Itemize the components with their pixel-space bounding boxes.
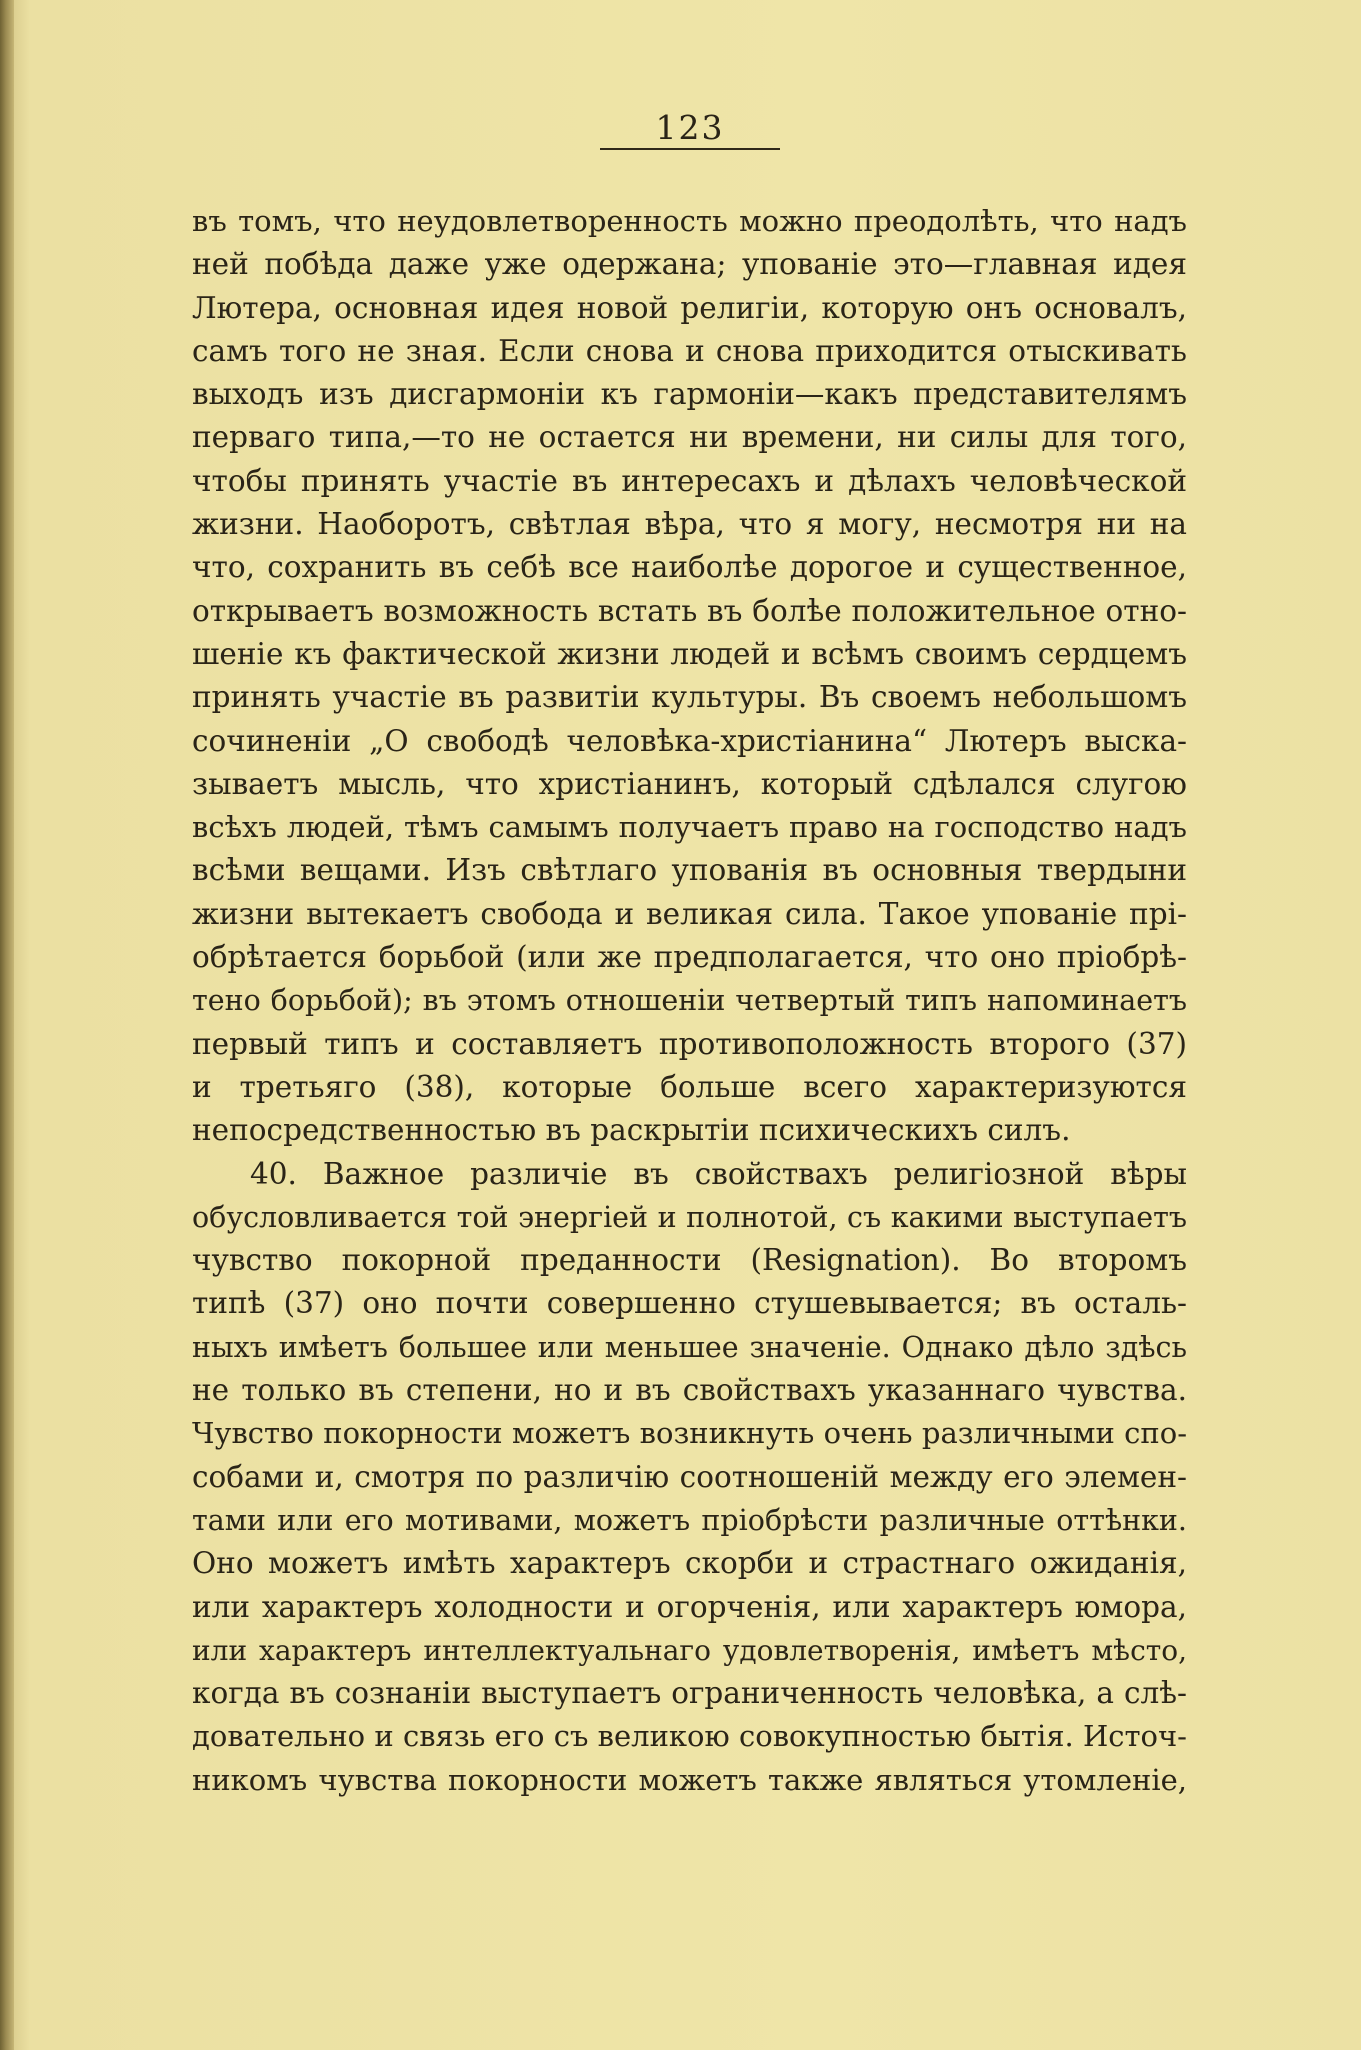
text-line: и третьяго (38), которые больше всего характеризуются: [192, 1069, 1187, 1104]
text-line: или характеръ интеллектуальнаго удовлетворенія, имѣетъ мѣсто,: [192, 1633, 1187, 1667]
text-line: всѣхъ людей, тѣмъ самымъ получаетъ право на господство надъ: [192, 810, 1187, 845]
text-line: принять участіе въ развитіи культуры. Въ своемъ небольшомъ: [192, 680, 1187, 715]
text-line: зываетъ мысль, что христіанинъ, который сдѣлался слугою: [192, 766, 1187, 801]
text-line: или характеръ холодности и огорченія, или характеръ юмора,: [192, 1589, 1187, 1624]
text-line: открываетъ возможность встать въ болѣе положительное отно-: [192, 593, 1187, 628]
page-gutter-shadow: [0, 0, 14, 2050]
page-number-rule: [600, 148, 780, 150]
text-line: ней побѣда даже уже одержана; упованіе это—главная идея: [192, 247, 1187, 282]
text-line: обрѣтается борьбой (или же предполагается, что оно пріобрѣ-: [192, 940, 1187, 975]
page-number: 123: [655, 108, 725, 147]
text-line: чувство покорной преданности (Resignation). Во второмъ: [192, 1243, 1187, 1278]
paragraph-first-line: 40. Важное различіе въ свойствахъ религіозной вѣры: [250, 1156, 1187, 1191]
text-line: ныхъ имѣетъ большее или меньшее значеніе. Однако дѣло здѣсь: [192, 1330, 1187, 1364]
text-line: довательно и связь его съ великою совокупностью бытія. Источ-: [192, 1719, 1187, 1754]
text-line: обусловливается той энергіей и полнотой, съ какими выступаетъ: [192, 1200, 1187, 1234]
text-line: всѣми вещами. Изъ свѣтлаго упованія въ основныя твердыни: [192, 853, 1187, 888]
text-line: жизни вытекаетъ свобода и великая сила. Такое упованіе прі-: [192, 896, 1187, 931]
text-line: въ томъ, что неудовлетворенность можно преодолѣть, что надъ: [192, 204, 1187, 238]
text-line: Лютера, основная идея новой религіи, которую онъ основалъ,: [192, 290, 1187, 325]
text-line: никомъ чувства покорности можетъ также являться утомленіе,: [192, 1762, 1187, 1797]
text-line: когда въ сознаніи выступаетъ ограниченность человѣка, а слѣ-: [192, 1676, 1187, 1711]
text-line: сочиненіи „О свободѣ человѣка-христіанина“ Лютеръ выска-: [192, 723, 1187, 758]
text-line: собами и, смотря по различію соотношеній между его элемен-: [192, 1459, 1187, 1494]
text-line: первый типъ и составляетъ противоположность второго (37): [192, 1026, 1187, 1061]
text-line: что, сохранить въ себѣ все наиболѣе дорогое и существенное,: [192, 550, 1187, 585]
paragraph-last-line: непосредственностью въ раскрытіи психическихъ силъ.: [192, 1113, 1071, 1148]
text-line: шеніе къ фактической жизни людей и всѣмъ своимъ сердцемъ: [192, 636, 1187, 671]
text-line: тами или его мотивами, можетъ пріобрѣсти различные оттѣнки.: [192, 1503, 1187, 1537]
text-line: выходъ изъ дисгармоніи къ гармоніи—какъ представителямъ: [192, 377, 1187, 412]
body-text: [192, 200, 1187, 1802]
text-line: самъ того не зная. Если снова и снова приходится отыскивать: [192, 333, 1187, 368]
text-line: чтобы принять участіе въ интересахъ и дѣлахъ человѣческой: [192, 463, 1187, 498]
text-line: Чувство покорности можетъ возникнуть очень различными спо-: [192, 1416, 1187, 1451]
text-line: типѣ (37) оно почти совершенно стушевывается; въ осталь-: [192, 1286, 1187, 1321]
text-line: Оно можетъ имѣть характеръ скорби и страстнаго ожиданія,: [192, 1546, 1187, 1581]
text-line: тено борьбой); въ этомъ отношеніи четвертый типъ напоминаетъ: [192, 984, 1187, 1018]
text-line: не только въ степени, но и въ свойствахъ указаннаго чувства.: [192, 1373, 1187, 1408]
text-line: жизни. Наоборотъ, свѣтлая вѣра, что я могу, несмотря ни на: [192, 507, 1187, 542]
text-line: перваго типа,—то не остается ни времени, ни силы для того,: [192, 420, 1187, 455]
